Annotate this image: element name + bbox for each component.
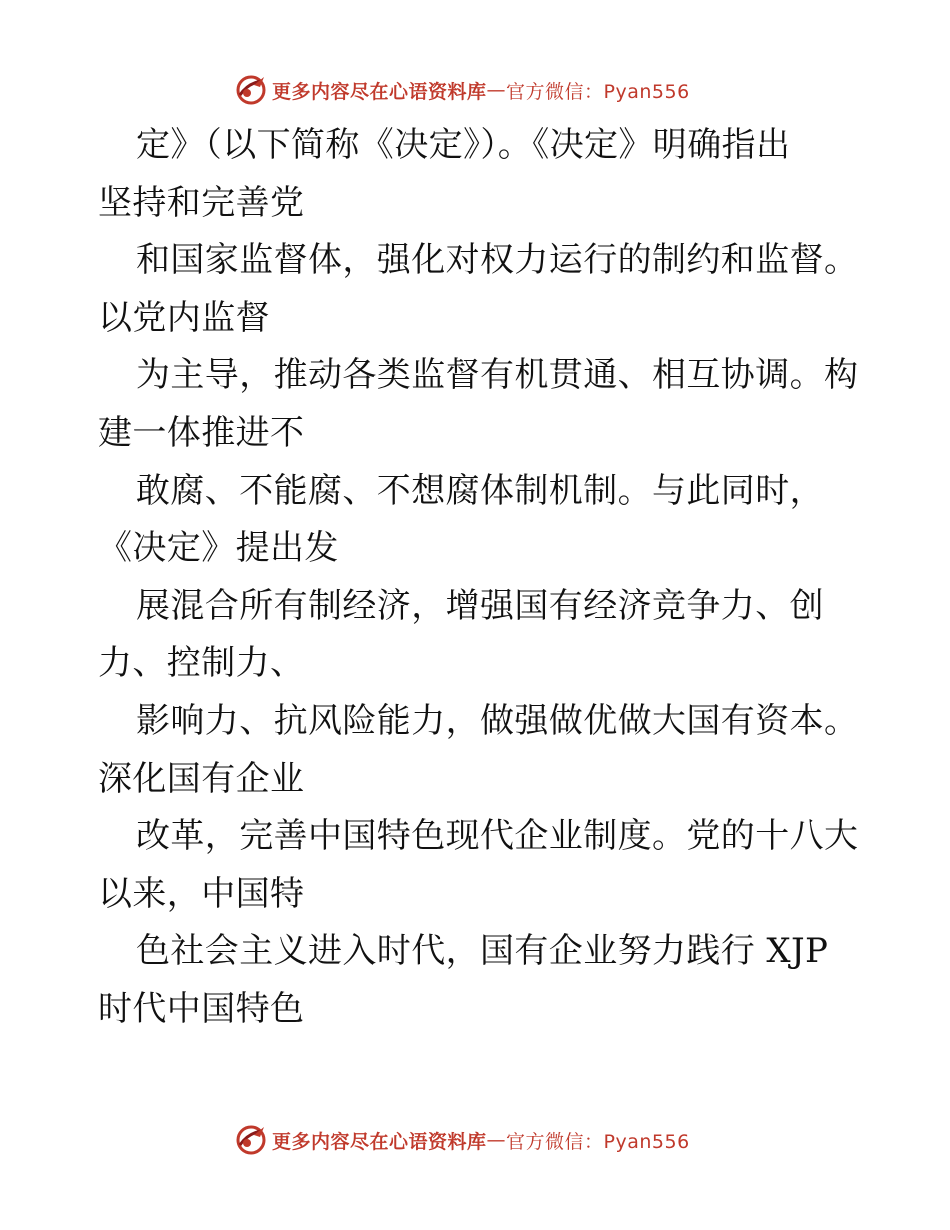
text-line: 改革，完善中国特色现代企业制度。党的十八大 <box>136 816 859 857</box>
watermark-contact-text: 官方微信：Pyan556 <box>506 1130 690 1153</box>
watermark-separator: — <box>486 79 507 101</box>
text-line: 深化国有企业 <box>98 758 305 799</box>
watermark-contact-text: 官方微信：Pyan556 <box>506 80 690 103</box>
footer-watermark <box>234 1122 690 1158</box>
text-line: 展混合所有制经济，增强国有经济竞争力、创 <box>136 585 824 626</box>
text-line: 以来，中国特 <box>98 873 305 914</box>
pen-swirl-logo-icon <box>234 73 268 107</box>
text-line: 和国家监督体，强化对权力运行的制约和监督。 <box>136 240 859 281</box>
watermark-main-text: 更多内容尽在心语资料库 <box>272 80 487 103</box>
document-body <box>98 117 898 1039</box>
text-line: 建一体推进不 <box>98 412 305 453</box>
watermark-main-text: 更多内容尽在心语资料库 <box>272 1130 487 1153</box>
text-line: 坚持和完善党 <box>98 182 305 223</box>
text-line: 《决定》提出发 <box>98 528 339 569</box>
text-line: 为主导，推动各类监督有机贯通、相互协调。构 <box>136 355 859 396</box>
text-line: 力、控制力、 <box>98 643 305 684</box>
text-line: 定》（以下简称《决定》）。《决定》明确指出 <box>136 125 791 165</box>
pen-swirl-logo-icon <box>234 1123 268 1157</box>
text-line: 以党内监督 <box>98 297 270 338</box>
text-line: 时代中国特色 <box>98 988 305 1029</box>
text-line: 影响力、抗风险能力，做强做优做大国有资本。 <box>136 700 859 741</box>
text-line: 敢腐、不能腐、不想腐体制机制。与此同时， <box>136 470 824 511</box>
watermark-separator: — <box>486 1129 507 1151</box>
text-line: 色社会主义进入时代，国有企业努力践行 XJP <box>136 931 829 972</box>
header-watermark <box>234 72 690 108</box>
